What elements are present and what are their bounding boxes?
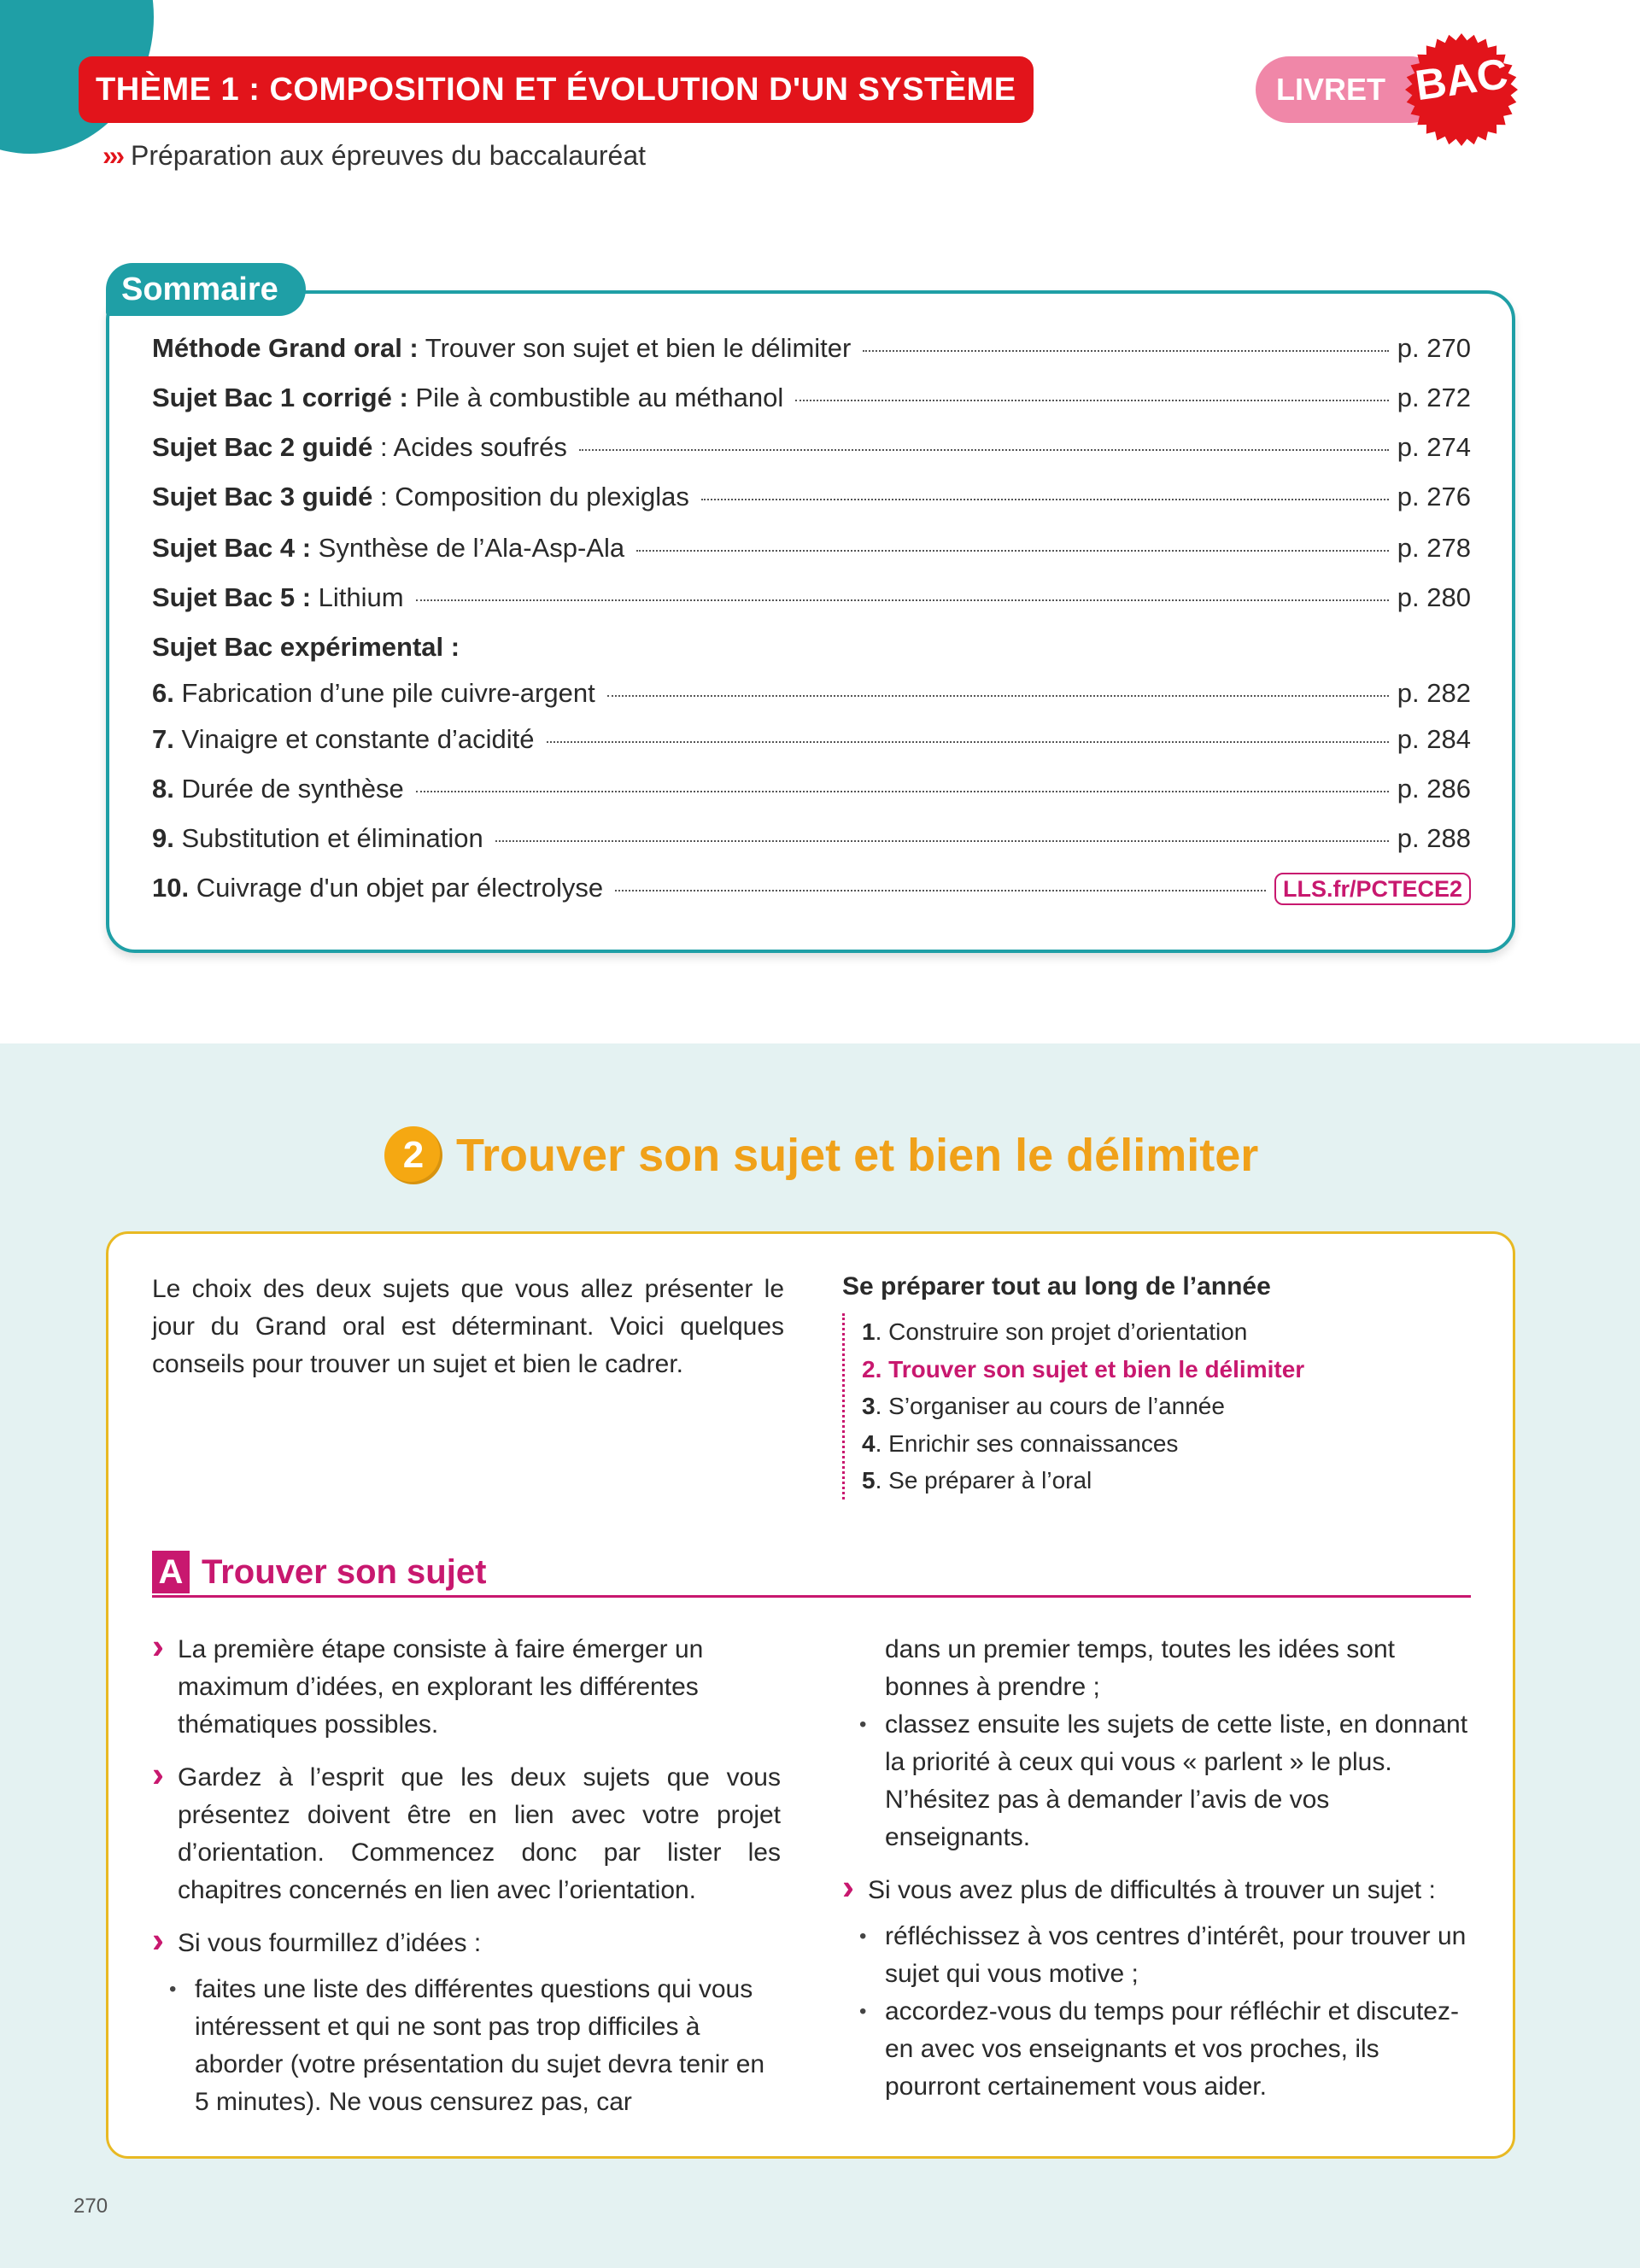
toc-entry-text: Fabrication d’une pile cuivre-argent: [173, 678, 595, 708]
dot-leader: [547, 741, 1389, 743]
bullet-item: • faites une liste des différentes questions qui vous intéressent et qui ne sont pas trop difficiles à aborder (votre présentation du sujet devra tenir en 5 minutes). Ne vous censurez pas, car: [152, 1971, 781, 2121]
toc-entry-text: : Acides soufrés: [372, 432, 567, 462]
toc-entry-bold: Sujet Bac 5 :: [152, 582, 312, 612]
toc-experimental-heading: [152, 632, 1471, 671]
toc-entry-text: Durée de synthèse: [173, 774, 404, 804]
section-heading: [384, 1117, 1258, 1194]
subsection-heading: [152, 1549, 1471, 1598]
bullet-continuation: dans un premier temps, toutes les idées sont bonnes à prendre ;: [885, 1635, 1395, 1701]
subsection-title: Trouver son sujet: [202, 1552, 487, 1591]
toc-entry[interactable]: [152, 482, 1471, 521]
prep-item[interactable]: [862, 1388, 1304, 1425]
dot-leader: [607, 695, 1389, 697]
dot-leader: [701, 499, 1389, 500]
bullet-item: • accordez-vous du temps pour réfléchir et discutez-en avec vos enseignants et vos proches, ils pourront certainement vous aider.: [842, 1993, 1471, 2106]
toc-entry-text: : Composition du plexiglas: [372, 482, 689, 511]
subtitle: [102, 140, 646, 172]
toc-page: p. 284: [1397, 724, 1471, 754]
toc-entry-text: Lithium: [311, 582, 404, 612]
toc-entry[interactable]: [152, 678, 1471, 717]
toc-page: p. 270: [1397, 333, 1471, 363]
prep-item-active[interactable]: [862, 1351, 1304, 1388]
prep-item-num: 4: [862, 1429, 876, 1457]
toc-entry-text: Pile à combustible au méthanol: [407, 383, 784, 412]
toc-page: p. 274: [1397, 432, 1471, 462]
toc-entry-bold: Sujet Bac 4 :: [152, 533, 312, 563]
right-column: [842, 1631, 1471, 2106]
toc-entry-bold: 9.: [152, 823, 174, 853]
toc-entry-bold: 6.: [152, 678, 174, 708]
toc-entry-text: Synthèse de l’Ala-Asp-Ala: [311, 533, 625, 563]
toc-entry-bold: 8.: [152, 774, 174, 804]
dot-leader: [615, 890, 1266, 891]
toc-entry-text: Cuivrage d'un objet par électrolyse: [189, 873, 604, 903]
toc-page: p. 272: [1397, 383, 1471, 412]
toc-entry-bold: Sujet Bac 2 guidé: [152, 432, 373, 462]
toc-entry-text: Vinaigre et constante d’acidité: [173, 724, 535, 754]
bullet-item: • classez ensuite les sujets de cette liste, en donnant la priorité à ceux qui vous « parlent » le plus. N’hésitez pas à demander l’avis de vos enseignants.: [842, 1706, 1471, 1856]
prep-item-text: . Construire son projet d’orientation: [875, 1318, 1248, 1345]
dot-leader: [795, 400, 1389, 401]
left-column: [152, 1631, 781, 2121]
toc-entry-bold: Sujet Bac 3 guidé: [152, 482, 373, 511]
prep-item-num: 2: [862, 1355, 876, 1382]
toc-entry[interactable]: [152, 383, 1471, 422]
toc-entry[interactable]: [152, 724, 1471, 763]
dot-leader: [416, 599, 1389, 601]
bullet-item: • réfléchissez à vos centres d’intérêt, pour trouver un sujet qui vous motive ;: [842, 1918, 1471, 1993]
toc-entry[interactable]: [152, 582, 1471, 622]
section-title: Trouver son sujet et bien le délimiter: [456, 1130, 1259, 1181]
prep-item-num: 3: [862, 1393, 876, 1419]
dot-leader: [495, 840, 1389, 842]
prep-item-num: 5: [862, 1467, 876, 1493]
intro-paragraph: Le choix des deux sujets que vous allez présenter le jour du Grand oral est déterminant. Voici quelques conseils pour trouver un sujet et bien le cadrer.: [152, 1275, 784, 1378]
prep-list: [842, 1313, 1304, 1499]
toc-title: Sommaire: [106, 263, 306, 316]
toc-entry[interactable]: [152, 873, 1471, 912]
dot-leader: [579, 449, 1389, 451]
subtitle-text: Préparation aux épreuves du baccalauréat: [130, 140, 647, 171]
toc-entry[interactable]: [152, 774, 1471, 813]
dot-leader: [636, 550, 1389, 552]
prep-item-text: . Se préparer à l’oral: [875, 1467, 1092, 1493]
prep-item-text: . Trouver son sujet et bien le délimiter: [875, 1355, 1305, 1382]
prep-item-num: 1: [862, 1318, 876, 1345]
prep-title: Se préparer tout au long de l’année: [842, 1272, 1271, 1301]
prep-item[interactable]: [862, 1425, 1304, 1463]
arrow-paragraph: › Gardez à l’esprit que les deux sujets que vous présentez doivent être en lien avec votre projet d’orientation. Commencez donc par lister les chapitres concernés en lien avec l’orientation.: [152, 1759, 781, 1909]
toc-page: p. 286: [1397, 774, 1471, 804]
toc-entry[interactable]: [152, 823, 1471, 862]
prep-item-text: . Enrichir ses connaissances: [875, 1429, 1179, 1457]
toc-entry-bold: 10.: [152, 873, 190, 903]
toc-entry-text: Substitution et élimination: [173, 823, 483, 853]
toc-link[interactable]: LLS.fr/PCTECE2: [1274, 873, 1471, 905]
toc-entry-bold: 7.: [152, 724, 174, 754]
toc-page: p. 282: [1397, 678, 1471, 708]
toc-page: p. 276: [1397, 482, 1471, 511]
prep-item[interactable]: [862, 1313, 1304, 1351]
toc-entry[interactable]: [152, 333, 1471, 372]
dot-leader: [863, 350, 1388, 352]
prep-item[interactable]: [862, 1462, 1304, 1499]
dot-leader: [416, 791, 1389, 792]
page-number: 270: [73, 2195, 108, 2218]
bac-text: BAC: [1412, 49, 1511, 110]
chevron-icon: ›››: [102, 140, 122, 171]
toc-page: p. 280: [1397, 582, 1471, 612]
toc-entry-bold: Méthode Grand oral :: [152, 333, 419, 363]
arrow-paragraph: › Si vous fourmillez d’idées :: [152, 1925, 781, 1962]
arrow-paragraph: › La première étape consiste à faire émerger un maximum d’idées, en explorant les différentes thématiques possibles.: [152, 1631, 781, 1744]
toc-entry[interactable]: [152, 533, 1471, 572]
toc-heading-text: Sujet Bac expérimental :: [152, 632, 460, 662]
toc-page: p. 278: [1397, 533, 1471, 563]
toc-page: p. 288: [1397, 823, 1471, 853]
toc-entry[interactable]: [152, 432, 1471, 471]
theme-title: THÈME 1 : COMPOSITION ET ÉVOLUTION D'UN SYSTÈME: [96, 71, 1016, 108]
arrow-paragraph: › Si vous avez plus de difficultés à trouver un sujet :: [842, 1872, 1471, 1909]
theme-banner: [79, 56, 1034, 123]
toc-entry-text: Trouver son sujet et bien le délimiter: [418, 333, 852, 363]
toc-entry-bold: Sujet Bac 1 corrigé :: [152, 383, 408, 412]
section-number-badge: 2: [384, 1126, 442, 1184]
prep-item-text: . S’organiser au cours de l’année: [875, 1393, 1225, 1419]
subsection-letter: A: [152, 1551, 190, 1593]
livret-text: LIVRET: [1276, 72, 1386, 107]
